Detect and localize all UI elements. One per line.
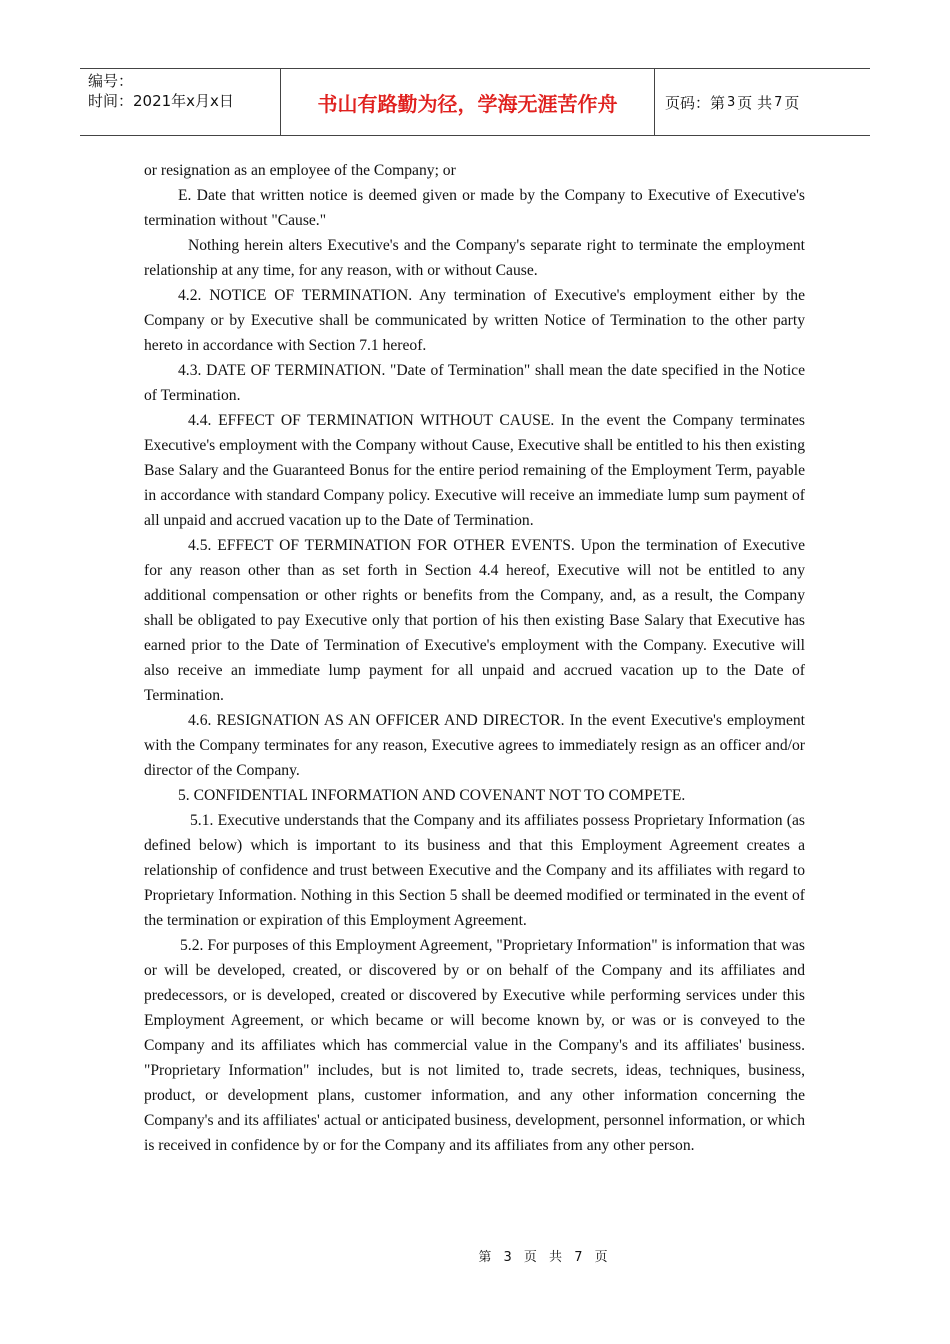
section-heading: 5. CONFIDENTIAL INFORMATION AND COVENANT NOT TO COMPETE.: [178, 787, 686, 804]
document-date: 时间：2021年x月x日: [88, 92, 234, 110]
page-end: 页: [784, 93, 800, 112]
header-motto: 书山有路勤为径，学海无涯苦作舟: [281, 69, 655, 135]
document-number-label: 编号：: [88, 72, 134, 90]
header-meta: [80, 69, 281, 135]
paragraph: 4.6. RESIGNATION AS AN OFFICER AND DIRECTOR. In the event Executive's employment with the Company terminates for any reason, Executive agrees to immediately resign as an officer and/or director of the Company.: [144, 712, 805, 779]
page-current: 3: [727, 94, 736, 110]
paragraph: Nothing herein alters Executive's and the Company's separate right to terminate the employment relationship at any time, for any reason, with or without Cause.: [144, 237, 805, 279]
paragraph: 4.5. EFFECT OF TERMINATION FOR OTHER EVENTS. Upon the termination of Executive for any reason other than as set forth in Section 4.4 hereof, Executive will not be entitled to any additional compensation or other rights or benefits from the Company, and, as a result, the Company shall be obligated to pay Executive only that portion of his then existing Base Salary that Executive has earned prior to the Date of Termination of Executive's employment with the Company. Executive will also receive an immediate lump payment for all unpaid and accrued vacation up to the Date of Termination.: [144, 537, 805, 704]
page-mid: 页 共: [737, 93, 773, 112]
page-header: [80, 68, 870, 136]
paragraph: E. Date that written notice is deemed given or made by the Company to Executive of Executive's termination without "Cause.": [144, 187, 805, 229]
paragraph: 4.2. NOTICE OF TERMINATION. Any termination of Executive's employment either by the Company or by Executive shall be communicated by written Notice of Termination to the other party hereto in accordance with Section 7.1 hereof.: [144, 287, 805, 354]
page-footer: 第 3 页 共 7 页: [478, 1250, 612, 1265]
paragraph: or resignation as an employee of the Company; or: [144, 162, 456, 179]
paragraph: 4.4. EFFECT OF TERMINATION WITHOUT CAUSE. In the event the Company terminates Executive's employment with the Company without Cause, Executive shall be entitled to his then existing Base Salary and the Guaranteed Bonus for the entire period remaining of the Employment Term, payable in accordance with standard Company policy. Executive will receive an immediate lump sum payment of all unpaid and accrued vacation up to the Date of Termination.: [144, 412, 805, 529]
paragraph: 5.1. Executive understands that the Company and its affiliates possess Proprietary Information (as defined below) which is important to its business and that this Employment Agreement creates a relationship of confidence and trust between Executive and the Company and its affiliates with regard to Proprietary Information. Nothing in this Section 5 shall be deemed modified or terminated in the event of the termination or expiration of this Employment Agreement.: [144, 812, 805, 929]
paragraph: 5.2. For purposes of this Employment Agreement, "Proprietary Information" is information that was or will be developed, created, or discovered by or on behalf of the Company and its affiliates and predecessors, or is developed, created or discovered by Executive while performing services under this Employment Agreement, or which became or will become known by, or was or is conveyed to the Company and its affiliates which has commercial value in the Company's and its affiliates' business. "Proprietary Information" includes, but is not limited to, trade secrets, ideas, techniques, business, product, or development plans, customer information, and any other information concerning the Company's and its affiliates' actual or anticipated business, development, personnel information, or which is received in confidence by or for the Company and its affiliates from any other person.: [144, 937, 805, 1154]
page-label: 页码：第: [665, 93, 726, 112]
header-page-number: [655, 69, 870, 135]
document-body: [144, 158, 805, 1158]
page-total: 7: [774, 94, 783, 110]
paragraph: 4.3. DATE OF TERMINATION. "Date of Termination" shall mean the date specified in the Notice of Termination.: [144, 362, 805, 404]
